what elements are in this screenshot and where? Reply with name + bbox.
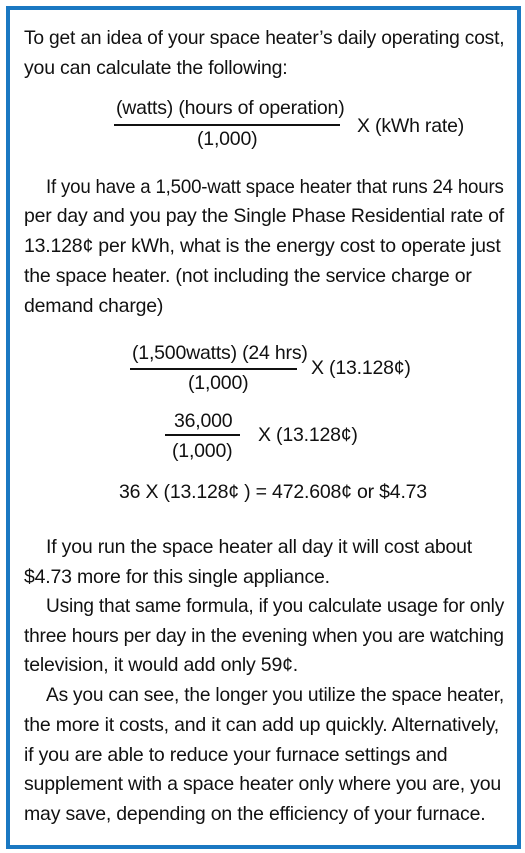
evening-line-3: television, it would add only 59¢. — [24, 654, 298, 676]
formula-denominator: (1,000) — [197, 128, 258, 150]
conclusion-line-5: may save, depending on the efficiency of your furnace. — [24, 803, 486, 825]
evening-line-1: Using that same formula, if you calculate usage for only — [46, 595, 505, 617]
step2-multiplier: X (13.128¢) — [258, 424, 358, 446]
conclusion-line-3: if you are able to reduce your furnace settings and — [24, 744, 448, 766]
intro-line-1: To get an idea of your space heater’s daily operating cost, — [24, 27, 505, 49]
formula-fraction-bar — [114, 124, 340, 126]
formula-numerator: (watts) (hours of operation) — [116, 97, 345, 119]
step1-multiplier: X (13.128¢) — [311, 357, 411, 379]
allday-line-1: If you run the space heater all day it will cost about — [46, 536, 473, 558]
question-line-2: per day and you pay the Single Phase Residential rate of — [24, 205, 505, 227]
step1-denominator: (1,000) — [188, 372, 249, 394]
conclusion-line-1: As you can see, the longer you utilize the space heater, — [46, 684, 504, 706]
calculation-result: 36 X (13.128¢ ) = 472.608¢ or $4.73 — [119, 481, 427, 503]
step2-fraction-bar — [165, 434, 240, 436]
step1-fraction-bar — [130, 368, 297, 370]
step2-denominator: (1,000) — [172, 440, 233, 462]
question-line-4: the space heater. (not including the service charge or — [24, 265, 472, 287]
step2-numerator: 36,000 — [174, 410, 233, 432]
question-line-1: If you have a 1,500-watt space heater that runs 24 hours — [46, 176, 504, 198]
question-line-3: 13.128¢ per kWh, what is the energy cost to operate just — [24, 235, 501, 257]
formula-multiplier: X (kWh rate) — [357, 115, 465, 137]
conclusion-line-2: the more it costs, and it can add up quickly. Alternatively, — [24, 714, 500, 736]
evening-line-2: three hours per day in the evening when you are watching — [24, 625, 504, 647]
conclusion-line-4: supplement with a space heater only where you are, you — [24, 773, 501, 795]
step1-numerator: (1,500watts) (24 hrs) — [132, 342, 308, 364]
intro-line-2: you can calculate the following: — [24, 57, 288, 79]
allday-line-2: $4.73 more for this single appliance. — [24, 566, 330, 588]
question-line-5: demand charge) — [24, 295, 164, 317]
